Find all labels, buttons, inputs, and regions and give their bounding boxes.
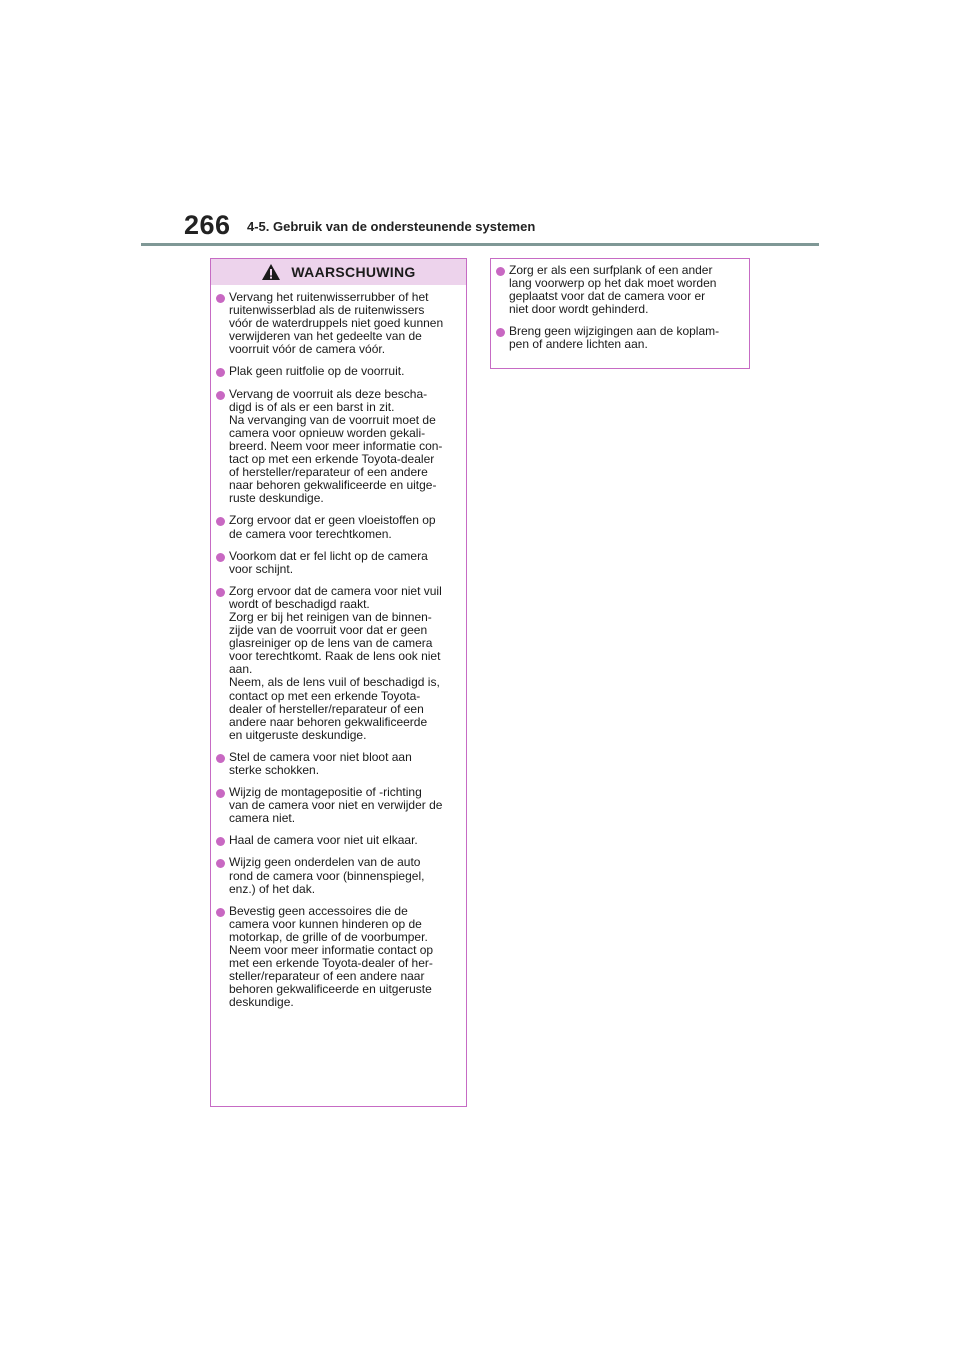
bullet-icon [216, 908, 225, 917]
list-item [216, 786, 460, 825]
list-item-text: Stel de camera voor niet bloot aan sterke schokken. [229, 749, 412, 777]
bullet-icon [216, 553, 225, 562]
list-item-text: Zorg er als een surfplank of een ander lang voorwerp op het dak moet worden geplaatst voor dat de camera voor er niet door wordt gehinderd. [509, 263, 717, 317]
list-item-text: Wijzig de montagepositie of -richting van de camera voor niet en verwijder de camera niet. [229, 785, 443, 826]
warning-box [210, 258, 467, 1107]
bullet-icon [216, 859, 225, 868]
warning-header [211, 259, 466, 285]
list-item [216, 585, 460, 742]
list-item [216, 751, 460, 777]
bullet-icon [216, 789, 225, 798]
warning-list [211, 285, 466, 1010]
bullet-icon [496, 328, 505, 337]
list-item [216, 514, 460, 540]
list-item [216, 291, 460, 356]
list-item-text: Zorg ervoor dat er geen vloeistoffen op de camera voor terechtkomen. [229, 513, 436, 541]
list-item-text: Plak geen ruitfolie op de voorruit. [229, 364, 405, 379]
list-item [216, 905, 460, 1010]
list-item-text: Bevestig geen accessoires die de camera voor kunnen hinderen op de motorkap, de grille of de voorbumper. Neem voor meer informatie contact op met een erkende Toyota-dealer of her- steller/reparateur of een andere naar behoren gekwalificeerde en uitgeruste deskundige. [229, 903, 434, 1010]
page-number: 266 [184, 210, 231, 240]
list-item-text: Haal de camera voor niet uit elkaar. [229, 833, 418, 848]
list-item [216, 834, 460, 847]
list-item [216, 856, 460, 895]
list-item-text: Vervang de voorruit als deze bescha- digd is of als er een barst in zit. Na vervanging van de voorruit moet de camera voor opnieuw worden gekali- breerd. Neem voor meer informatie con- tact op met een erkende Toyota-dealer of hersteller/reparateur of een andere naar behoren gekwalificeerde en uitge- ruste deskundige. [229, 386, 443, 506]
bullet-icon [216, 754, 225, 763]
bullet-icon [216, 517, 225, 526]
bullet-icon [216, 588, 225, 597]
section-title: 4-5. Gebruik van de ondersteunende systemen [247, 219, 536, 234]
bullet-icon [496, 267, 505, 276]
warning-continued-box [490, 258, 750, 369]
bullet-icon [216, 391, 225, 400]
list-item-text: Zorg ervoor dat de camera voor niet vuil wordt of beschadigd raakt. Zorg er bij het reinigen van de binnen- zijde van de voorruit voor dat er geen glasreiniger op de lens van de camera voor terechtkomt. Raak de lens ook niet aan. Neem, als de lens vuil of beschadigd is, contact op met een erkende Toyota- dealer of hersteller/reparateur of een andere naar behoren gekwalificeerde en uitgeruste deskundige. [229, 583, 442, 742]
list-item [496, 264, 743, 316]
warning-title: WAARSCHUWING [291, 264, 416, 280]
list-item [216, 365, 460, 378]
list-item-text: Vervang het ruitenwisserrubber of het ruitenwisserblad als de ruitenwissers vóór de waterdruppels niet goed kunnen verwijderen van het gedeelte van de voorruit vóór de camera vóór. [229, 290, 444, 357]
list-item-text: Breng geen wijzigingen aan de koplam- pen of andere lichten aan. [509, 324, 720, 352]
bullet-icon [216, 837, 225, 846]
list-item [216, 550, 460, 576]
list-item [496, 325, 743, 351]
header-rule [141, 243, 819, 246]
bullet-icon [216, 294, 225, 303]
list-item-text: Voorkom dat er fel licht op de camera voor schijnt. [229, 548, 428, 576]
warning-triangle-icon [261, 263, 281, 281]
list-item-text: Wijzig geen onderdelen van de auto rond de camera voor (binnenspiegel, enz.) of het dak. [229, 855, 425, 896]
list-item [216, 388, 460, 506]
bullet-icon [216, 368, 225, 377]
